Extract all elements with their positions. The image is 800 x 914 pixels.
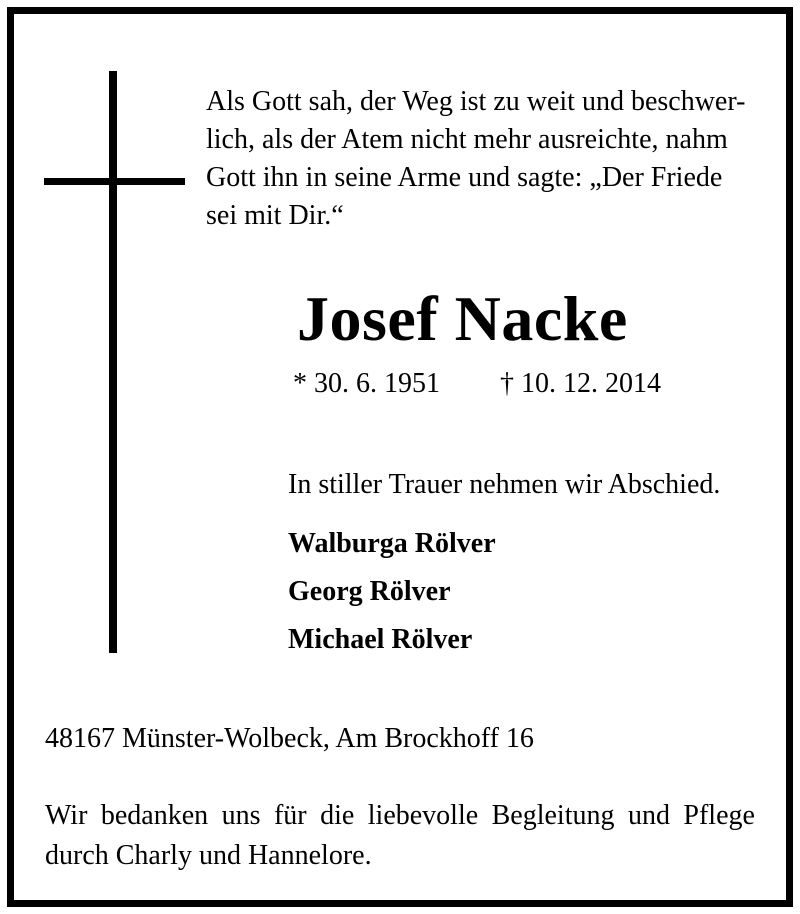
birth-date: * 30. 6. 1951 <box>293 368 440 399</box>
thanks-word: die <box>320 800 355 831</box>
thanks-word: und <box>627 800 670 831</box>
thanks-word: uns <box>221 800 261 831</box>
cross-icon-vertical-bar <box>109 71 117 653</box>
thanks-word: Wir <box>45 800 88 831</box>
thanks-word: Begleitung <box>491 800 615 831</box>
memorial-verse <box>206 83 766 235</box>
mourner-name: Walburga Rölver <box>288 528 496 559</box>
address-line: 48167 Münster-Wolbeck, Am Brockhoff 16 <box>45 723 534 754</box>
thanks-word: für <box>273 800 307 831</box>
verse-line: Als Gott sah, der Weg ist zu weit und beschwer- <box>206 86 746 117</box>
thanks-word: bedanken <box>100 800 209 831</box>
thanks-text <box>45 796 755 876</box>
mourner-name: Georg Rölver <box>288 576 451 607</box>
verse-line: Gott ihn in seine Arme und sagte: „Der Friede <box>206 162 723 193</box>
deceased-name: Josef Nacke <box>297 283 628 354</box>
thanks-line: durch Charly und Hannelore. <box>45 840 372 871</box>
thanks-line <box>45 796 755 836</box>
thanks-word: liebevolle <box>367 800 479 831</box>
death-date: † 10. 12. 2014 <box>500 368 661 399</box>
mourner-list <box>288 527 496 671</box>
thanks-word: Pflege <box>683 800 755 831</box>
verse-line: lich, als der Atem nicht mehr ausreichte, nahm <box>206 124 728 155</box>
mourning-statement: In stiller Trauer nehmen wir Abschied. <box>288 469 721 500</box>
mourner-name: Michael Rölver <box>288 624 473 655</box>
verse-line: sei mit Dir.“ <box>206 200 344 231</box>
cross-icon-horizontal-bar <box>44 178 185 185</box>
